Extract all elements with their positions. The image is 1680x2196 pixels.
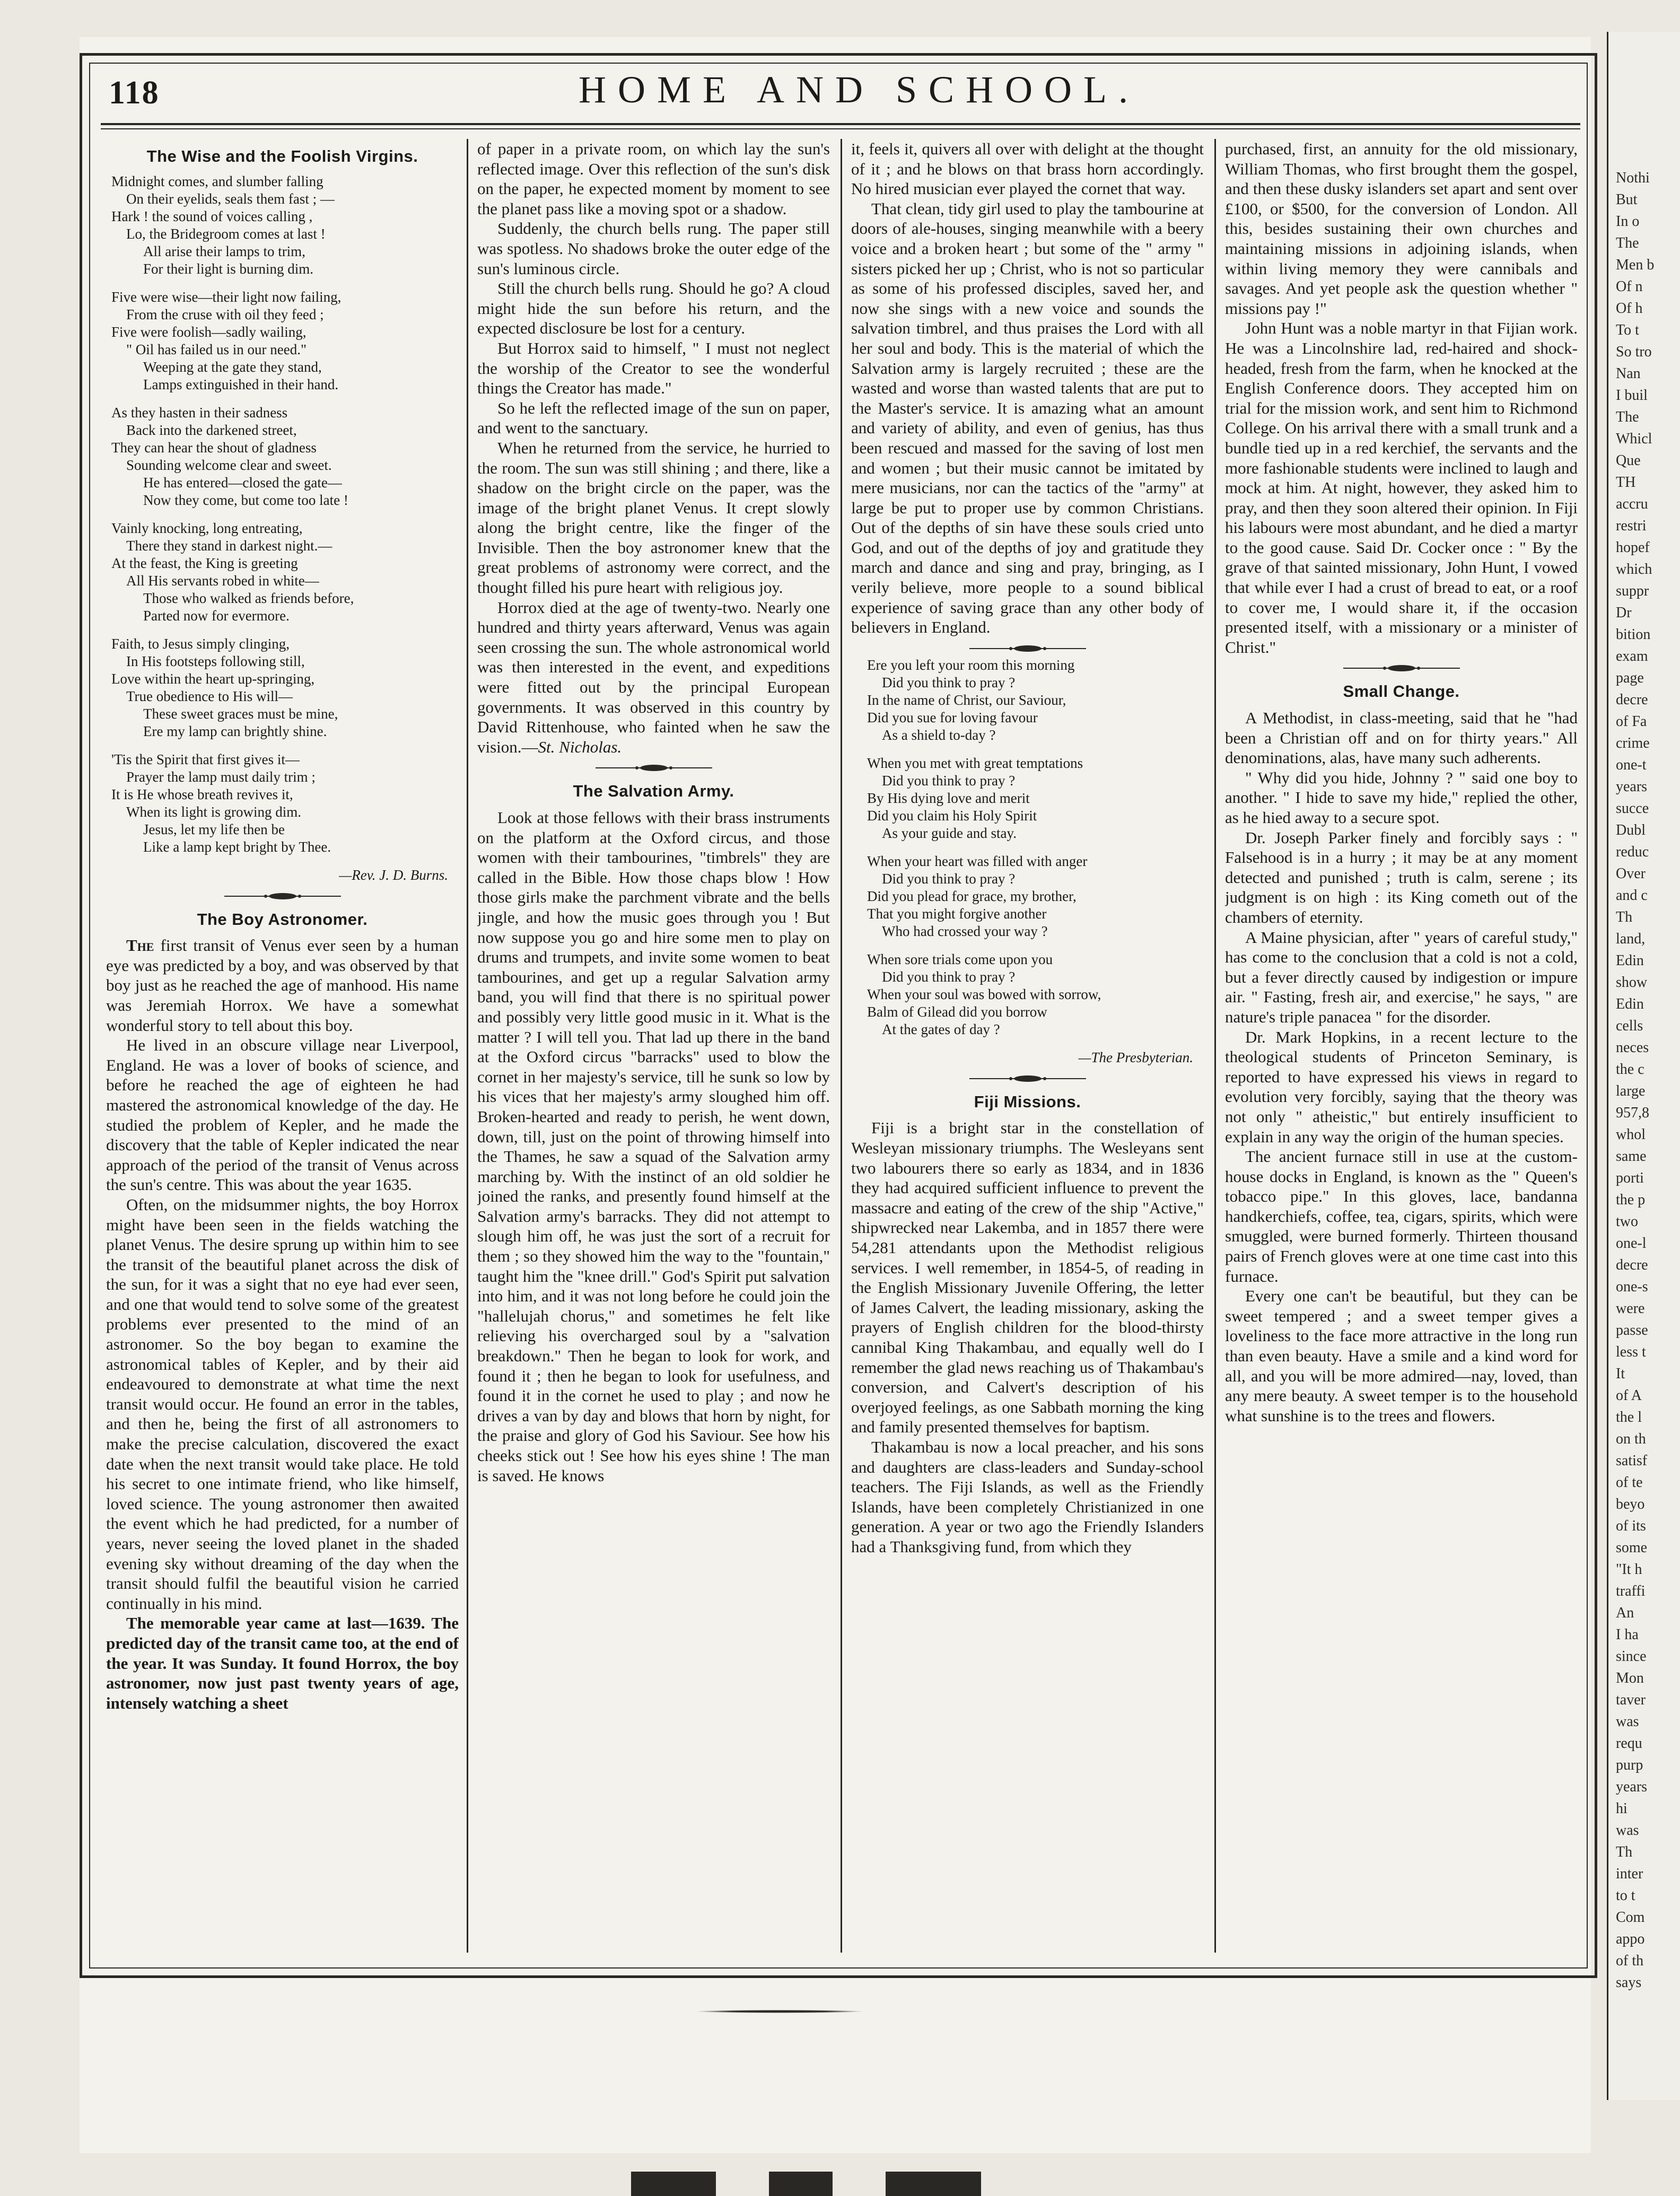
fragment-line: succe [1616,800,1649,817]
poem-line: Ere you left your room this morning [867,657,1075,673]
poem-line: At the feast, the King is greeting [111,555,298,571]
fragment-line: the p [1616,1192,1646,1208]
fragment-line: reduc [1616,844,1649,860]
poem-line: Parted now for evermore. [143,607,290,624]
footer-ornament [695,2010,864,2013]
poem-stanza [867,951,1204,1038]
fragment-line: TH [1616,474,1636,491]
adjacent-page-fragment [1607,32,1680,2100]
fragment-line: Com [1616,1909,1645,1926]
article-paragraph: When he returned from the service, he hurried to the room. The sun was still shining ; and there, like a shadow on the bright circle on the paper, was the image of the bright planet Venus. It crept slowly along the bright centre, like the finger of the Invisible. Then the boy astronomer knew that the great problems of astronomy were correct, and the thought filled his pure heart with religious joy. [477,438,830,597]
header-rule [101,123,1580,125]
fragment-line: whol [1616,1126,1646,1143]
poem-line: Prayer the lamp must daily trim ; [126,768,316,785]
column-rule [467,139,468,1953]
poem-line: In the name of Christ, our Saviour, [867,692,1066,708]
fragment-line: So tro [1616,344,1652,360]
fragment-line: Edin [1616,952,1644,969]
poem-line: As your guide and stay. [882,825,1017,841]
fragment-line: was [1616,1713,1639,1730]
poem-line: Jesus, let my life then be [143,821,285,837]
poem-line: They can hear the shout of gladness [111,439,317,456]
fragment-line: one-s [1616,1279,1648,1295]
fragment-line: Que [1616,452,1641,469]
fragment-line: on th [1616,1431,1646,1447]
fragment-line: In o [1616,213,1640,230]
section-ornament [224,890,341,902]
poem-line: Lo, the Bridegroom comes at last ! [126,225,326,242]
section-ornament [596,762,712,774]
poem-line: Did you claim his Holy Spirit [867,807,1037,824]
fragment-line: Dubl [1616,822,1646,838]
poem-line: From the cruse with oil they feed ; [126,306,324,322]
article-paragraph: Still the church bells rung. Should he go? A cloud might hide the sun before his return, and the expected disclosure be lost for a century. [477,279,830,338]
article-paragraph: Horrox died at the age of twenty-two. Nearly one hundred and thirty years afterward, Venus was again seen crossing the sun. The whole astronomical world was then interested in the event, and expeditions were fitted out by the principal European governments. It was observed in this country by David Rittenhouse, who fainted when he saw the vision.—St. Nicholas. [477,598,830,756]
poem-stanza [111,751,459,856]
section-ornament [969,1073,1086,1084]
poem-line: For their light is burning dim. [143,260,313,277]
fragment-line: Nan [1616,365,1641,382]
fragment-line: years [1616,778,1648,795]
poem-did-you-think-to-pray [851,657,1204,1038]
poem-line: When your soul was bowed with sorrow, [867,986,1101,1002]
poem-line: Faith, to Jesus simply clinging, [111,635,290,652]
article-paragraph: But Horrox said to himself, " I must not neglect the worship of the Creator to see the wonderful things the Creator has made." [477,338,830,398]
fragment-line: exam [1616,648,1648,664]
fragment-line: one-l [1616,1235,1647,1252]
section-ornament [969,643,1086,654]
poem-line: When its light is growing dim. [126,803,301,820]
article-paragraph: The ancient furnace still in use at the custom-house docks in England, is known as the " Queen's tobacco pipe." In this gloves, lace, bandanna handkerchiefs, coffee, tea, cigars, spirits, which were smuggled, were burned formerly. Thirteen thousand pairs of French gloves were at one time cast into this furnace. [1225,1147,1578,1285]
fragment-line: hi [1616,1800,1628,1817]
article-paragraph: John Hunt was a noble martyr in that Fijian work. He was a Lincolnshire lad, red-haired and shock-headed, fresh from the farm, when he knocked at the English Conference doors. They accepted him on trial for the mission work, and sent him to Richmond College. On his arrival there with a small trunk and a bundle tied up in a red kerchief, the servants and the more fashionable students were inclined to laugh and mock at him. At night, however, they asked him to pray, and then they soon altered their opinion. In Fiji his labours were most abundant, and he died a martyr to the good cause. Said Dr. Cocker once : " By the grave of that sainted missionary, John Hunt, I vowed that while ever I had a crust of bread to eat, or a roof to cover me, I would share it, if the occasion presented itself, with a missionary or a minister of Christ." [1225,319,1578,657]
poem-line: " Oil has failed us in our need." [126,341,307,357]
fragment-line: The [1616,409,1639,425]
fragment-line: since [1616,1648,1647,1665]
next-page-bleed [610,2172,1087,2196]
fragment-line: restri [1616,518,1647,534]
fragment-line: were [1616,1300,1645,1317]
fragment-line: purp [1616,1757,1643,1773]
fragment-line: Edin [1616,996,1644,1012]
poem-stanza [111,404,459,509]
poem-line: Love within the heart up-springing, [111,670,315,687]
fragment-line: of its [1616,1518,1646,1534]
fragment-line: neces [1616,1039,1649,1056]
fragment-line: taver [1616,1692,1646,1708]
article-paragraph: A Methodist, in class-meeting, said that he "had been a Christian off and on for thirty years." All denominations, alas, have many such adherents. [1225,708,1578,767]
poem-line: At the gates of day ? [882,1021,1000,1037]
poem-line: Five were foolish—sadly wailing, [111,323,307,340]
poem-stanza [867,853,1204,940]
fragment-line: "It h [1616,1561,1642,1578]
poem-line: Hark ! the sound of voices calling , [111,208,313,224]
column-1 [106,139,459,1953]
article-paragraph: Dr. Mark Hopkins, in a recent lecture to the theological students of Princeton Seminary, is reported to have expressed his views in regard to evolution very forcibly, saying that the theory was not only " atheistic," but entirely insufficient to explain in any way the origin of the human species. [1225,1027,1578,1146]
fragment-line: was [1616,1822,1639,1839]
column-3 [851,139,1204,1953]
fragment-line: bition [1616,626,1651,643]
article-paragraph: Look at those fellows with their brass instruments on the platform at the Oxford circus, and those women with their tambourines, "timbrels" they are called in the Bible. How those chaps blow ! How those girls make the parchment vibrate and the bells jingle, and how the music goes through you ! But now suppose you go and hire some men to play on drums and trumpets, and invite some women to beat tambourines, and get up a regular Salvation army band, you will find that there is no spiritual power and possibly very little good music in it. What is the matter ? I will tell you. That lad up there in the band at the Oxford circus "barracks" used to blow the cornet in her majesty's service, till he sunk so low by his vices that her majesty's army sloughed him off. Broken-hearted and ready to perish, he went down, down, till, just on the point of throwing himself into the Thames, he saw a squad of the Salvation army marching by. With the instinct of an old soldier he joined the ranks, and presently found himself at the Salvation army's barracks. They did not attempt to slough him off, he was just the sort of a recruit for them ; so they showed him the way to the "fountain," taught him the "knee drill." God's Spirit put salvation into him, and it was not long before he could join the "hallelujah chorus," and sometimes he felt like relieving his overcharged soul by a "salvation breakdown." Then he began to look for work, and found it ; then he began to look for usefulness, and found it in the cornet he used to play ; and now he drives a van by day and blows that horn by night, for the praise and glory of God his Saviour. See how his cheeks stick out ! See how his eyes shine ! The man is saved. He knows [477,808,830,1485]
fragment-line: decre [1616,692,1648,708]
article-paragraph: " Why did you hide, Johnny ? " said one boy to another. " I hide to save my hide," replied the other, as he hied away to a secure spot. [1225,768,1578,827]
page-number: 118 [109,75,160,111]
poem-line: 'Tis the Spirit that first gives it— [111,751,300,767]
poem-line: When your heart was filled with anger [867,853,1088,869]
fragment-line: But [1616,191,1638,208]
poem-line: Balm of Gilead did you borrow [867,1003,1047,1020]
poem-attribution: —The Presbyterian. [1078,1049,1193,1065]
fragment-line: the l [1616,1409,1642,1425]
article-paragraph: Dr. Joseph Parker finely and forcibly says : " Falsehood is in a hurry ; it may be at any moment detected and punished ; truth is calm, serene ; its judgment is on high : its King cometh out of the chambers of eternity. [1225,828,1578,926]
poem-title: The Wise and the Foolish Virgins. [146,147,418,165]
fragment-line: of th [1616,1953,1644,1969]
fragment-line: satisf [1616,1453,1648,1469]
fragment-line: Over [1616,865,1646,882]
poem-line: Vainly knocking, long entreating, [111,520,303,536]
fragment-line: large [1616,1083,1646,1099]
fragment-line: which [1616,561,1652,578]
article-paragraph: The memorable year came at last—1639. The predicted day of the transit came too, at the end of the year. It was Sunday. It found Horrox, the boy astronomer, now just past twenty years of age, intensely watching a sheet [106,1614,459,1712]
fragment-line: land, [1616,931,1646,947]
poem-line: When you met with great temptations [867,755,1083,771]
poem-line: Lamps extinguished in their hand. [143,376,339,392]
fragment-line: accru [1616,496,1648,512]
fragment-line: Nothi [1616,170,1650,186]
poem-wise-foolish-virgins [106,173,459,856]
fragment-line: cells [1616,1018,1643,1034]
column-rule [1214,139,1216,1953]
poem-attribution: —Rev. J. D. Burns. [339,867,448,883]
poem-line: In His footsteps following still, [126,653,305,669]
fragment-line: beyo [1616,1496,1645,1512]
poem-line: On their eyelids, seals them fast ; — [126,190,335,207]
fragment-line: Men b [1616,257,1655,273]
fragment-line: traffi [1616,1583,1646,1599]
poem-line: Back into the darkened street, [126,422,297,438]
poem-line: Five were wise—their light now failing, [111,288,342,305]
fragment-line: Mon [1616,1670,1644,1686]
fragment-line: to t [1616,1887,1635,1904]
fragment-line: says [1616,1974,1642,1991]
fragment-line: Th [1616,1844,1633,1860]
fragment-line: Of h [1616,300,1643,317]
column-4 [1225,139,1578,1953]
poem-line: Did you sue for loving favour [867,709,1038,725]
article-paragraph: He lived in an obscure village near Liverpool, England. He was a lover of books of science, and before he reached the age of eighteen he had mastered the astronomical knowledge of the day. He studied the problem of Kepler, and he made the discovery that the table of Kepler indicated the near approach of the period of the transit of Venus across the sun's centre. This was about the year 1635. [106,1036,459,1194]
fragment-line: Dr [1616,605,1632,621]
article-paragraph: A Maine physician, after " years of careful study," has come to the conclusion that a cold is not a cold, but a fever directly caused by indigestion or impure air. " Fasting, fresh air, and exercise," he says, " are nature's triple panacea " for the disorder. [1225,928,1578,1026]
poem-line: Did you think to pray ? [882,968,1016,985]
fragment-line: of te [1616,1474,1643,1491]
poem-line: It is He whose breath revives it, [111,786,293,802]
article-title: Fiji Missions. [974,1092,1081,1111]
fragment-line: It [1616,1366,1625,1382]
column-rule [841,139,842,1953]
poem-line: He has entered—closed the gate— [143,474,342,491]
article-paragraph: Suddenly, the church bells rung. The paper still was spotless. No shadows broke the outer edge of the sun's luminous circle. [477,219,830,278]
poem-line: These sweet graces must be mine, [143,705,338,722]
poem-line: Did you think to pray ? [882,674,1016,690]
fragment-line: some [1616,1539,1648,1556]
fragment-line: and c [1616,887,1648,904]
fragment-line: Of n [1616,278,1643,295]
fragment-line: I ha [1616,1626,1639,1643]
poem-line: Ere my lamp can brightly shine. [143,723,327,739]
poem-line: As a shield to-day ? [882,727,996,743]
poem-stanza [867,657,1204,744]
poem-line: Sounding welcome clear and sweet. [126,457,332,473]
fragment-line: passe [1616,1322,1648,1338]
article-title: Small Change. [1343,682,1460,701]
poem-stanza [111,288,459,393]
fragment-line: same [1616,1148,1647,1165]
fragment-line: the c [1616,1061,1644,1078]
article-paragraph: Fiji is a bright star in the constellation of Wesleyan missionary triumphs. The Wesleyans sent two labourers there so early as 1834, and in 1836 they had acquired sufficient influence to prevent the massacre and eating of the crew of the ship "Active," shipwrecked near Lakemba, and in 1857 there were 54,281 attendants upon the Methodist religious services. I well remember, in 1854-5, of reading in the English Missionary Juvenile Offering, the letter of James Calvert, the leading missionary, asking the prayers of English children for the blood-thirsty cannibal King Thakambau, and equally well do I remember the glad news reaching us of Thakambau's conversion, and Calvert's description of his overjoyed feelings, as one Sabbath morning the king and family presented themselves for baptism. [851,1118,1204,1437]
fragment-line: less t [1616,1344,1646,1360]
article-paragraph: Often, on the midsummer nights, the boy Horrox might have been seen in the fields watching the planet Venus. The desire sprung up within him to see the transit of the beautiful planet across the disk of the sun, for it was a sight that no eye had ever seen, and one that would tend to solve some of the greatest problems ever presented to the mind of an astronomer. So the boy began to examine the astronomical tables of Kepler, and by their aid endeavoured to demonstrate at what time the next transit would occur. He found an error in the tables, and then he, being the first of all astronomers to make the precise calculation, discovered the exact date when the next transit would take place. He told his secret to one intimate friend, who like himself, loved science. The young astronomer then awaited the event which he had predicted, for a number of years, never seeing the loved planet in the shaded evening sky without dreaming of the day when the transit should fulfil the beautiful vision he carried continually in his mind. [106,1195,459,1613]
article-source: St. Nicholas. [538,737,622,756]
fragment-line: The [1616,235,1639,251]
poem-line: That you might forgive another [867,905,1047,922]
poem-line: Those who walked as friends before, [143,590,354,606]
poem-stanza [111,173,459,278]
article-paragraph: of paper in a private room, on which lay the sun's reflected image. Over this reflection of the sun's disk on the paper, he expected moment by moment to see the planet pass like a moving spot or a shadow. [477,139,830,218]
fragment-line: I buil [1616,387,1648,404]
fragment-line: of Fa [1616,713,1647,730]
poem-line: By His dying love and merit [867,790,1030,806]
fragment-line: of A [1616,1387,1642,1404]
fragment-line: years [1616,1779,1648,1795]
poem-line: There they stand in darkest night.— [126,537,332,554]
fragment-line: Whicl [1616,431,1652,447]
poem-line: Did you think to pray ? [882,870,1016,887]
article-paragraph: That clean, tidy girl used to play the tambourine at doors of ale-houses, singing meanwhile with a beery voice and a broken heart ; but some of the " army " sisters picked her up ; Christ, who is not so particular as some of his professed disciples, saved her, and now she sings with a new voice and sounds the salvation timbrel, and thus praises the Lord with all her soul and body. This is the material of which the Salvation army is largely recruited ; these are the wasted and worse than wasted talents that are put to the Master's service. It is amazing what an amount and variety of ability, and even of genius, has thus been rescued and massed for the saving of lost men and women ; but their music cannot be imitated by mere musicians, nor can the tactics of the "army" at large be put to proper use by common Christians. Out of the depths of sin have these souls cried unto God, and out of the depths of joy and gratitude they march and dance and sing and pray, bringing, as I verily believe, more people to a sound biblical experience of saving grace than any other body of believers in England. [851,199,1204,637]
scan-left-margin [0,0,80,2196]
fragment-line: two [1616,1213,1638,1230]
fragment-line: requ [1616,1735,1642,1752]
fragment-line: 957,8 [1616,1105,1649,1121]
fragment-line: appo [1616,1931,1645,1947]
header-rule-thin [101,128,1580,129]
poem-line: Now they come, but come too late ! [143,492,348,508]
fragment-line: To t [1616,322,1639,338]
article-title: The Boy Astronomer. [197,909,368,929]
fragment-line: porti [1616,1170,1644,1186]
article-paragraph: The first transit of Venus ever seen by a human eye was predicted by a boy, and was observed by that boy just as he reached the age of manhood. His name was Jeremiah Horrox. We have a somewhat wonderful story to tell about this boy. [106,936,459,1035]
poem-line: Midnight comes, and slumber falling [111,173,323,189]
poem-stanza [111,635,459,740]
poem-line: Who had crossed your way ? [882,923,1048,939]
fragment-line: crime [1616,735,1650,751]
column-2 [477,139,830,1953]
poem-line: Like a lamp kept bright by Thee. [143,838,331,855]
article-paragraph: Thakambau is now a local preacher, and his sons and daughters are class-leaders and Sunday-school teachers. The Fiji Islands, as well as the Friendly Islands, have been completely Christianized in one generation. A year or two ago the Friendly Islanders had a Thanksgiving fund, from which they [851,1437,1204,1556]
article-title: The Salvation Army. [573,782,734,801]
poem-line: All His servants robed in white— [126,572,319,589]
article-paragraph: purchased, first, an annuity for the old missionary, William Thomas, who first brought them the gospel, and then these dusky islanders set apart and sent over £100, or $500, for the conversion of London. All this, besides sustaining their own churches and maintaining missions in adjoining islands, when within living memory they were cannibals and savages. And yet people ask the question whether " missions pay !" [1225,139,1578,318]
article-paragraph: it, feels it, quivers all over with delight at the thought of it ; and he blows on that brass horn accordingly. No hired musician ever played the cornet that way. [851,139,1204,198]
poem-stanza [111,520,459,625]
article-paragraph: So he left the reflected image of the sun on paper, and went to the sanctuary. [477,398,830,438]
poem-line: Did you plead for grace, my brother, [867,888,1077,904]
poem-line: Did you think to pray ? [882,772,1016,789]
poem-line: Weeping at the gate they stand, [143,358,322,375]
fragment-line: inter [1616,1866,1643,1882]
fragment-line: page [1616,670,1644,686]
article-paragraph: Every one can't be beautiful, but they can be sweet tempered ; and a sweet temper gives a loveliness to the face more attractive in the long run than even beauty. Have a smile and a kind word for all, and you will be more admired—nay, loved, than any mere beauty. A sweet temper is to the household what sunshine is to the trees and flowers. [1225,1287,1578,1425]
poem-line: As they hasten in their sadness [111,404,288,421]
fragment-line: Th [1616,909,1633,925]
fragment-line: one-t [1616,757,1647,773]
fragment-line: hopef [1616,539,1650,556]
poem-line: All arise their lamps to trim, [143,243,305,259]
fragment-line: An [1616,1605,1634,1621]
journal-title: HOME AND SCHOOL. [578,68,1140,111]
poem-line: True obedience to His will— [126,688,293,704]
poem-stanza [867,755,1204,842]
poem-line: When sore trials come upon you [867,951,1053,967]
section-ornament [1343,662,1460,674]
fragment-line: show [1616,974,1648,991]
fragment-line: decre [1616,1257,1648,1273]
fragment-line: suppr [1616,583,1649,599]
